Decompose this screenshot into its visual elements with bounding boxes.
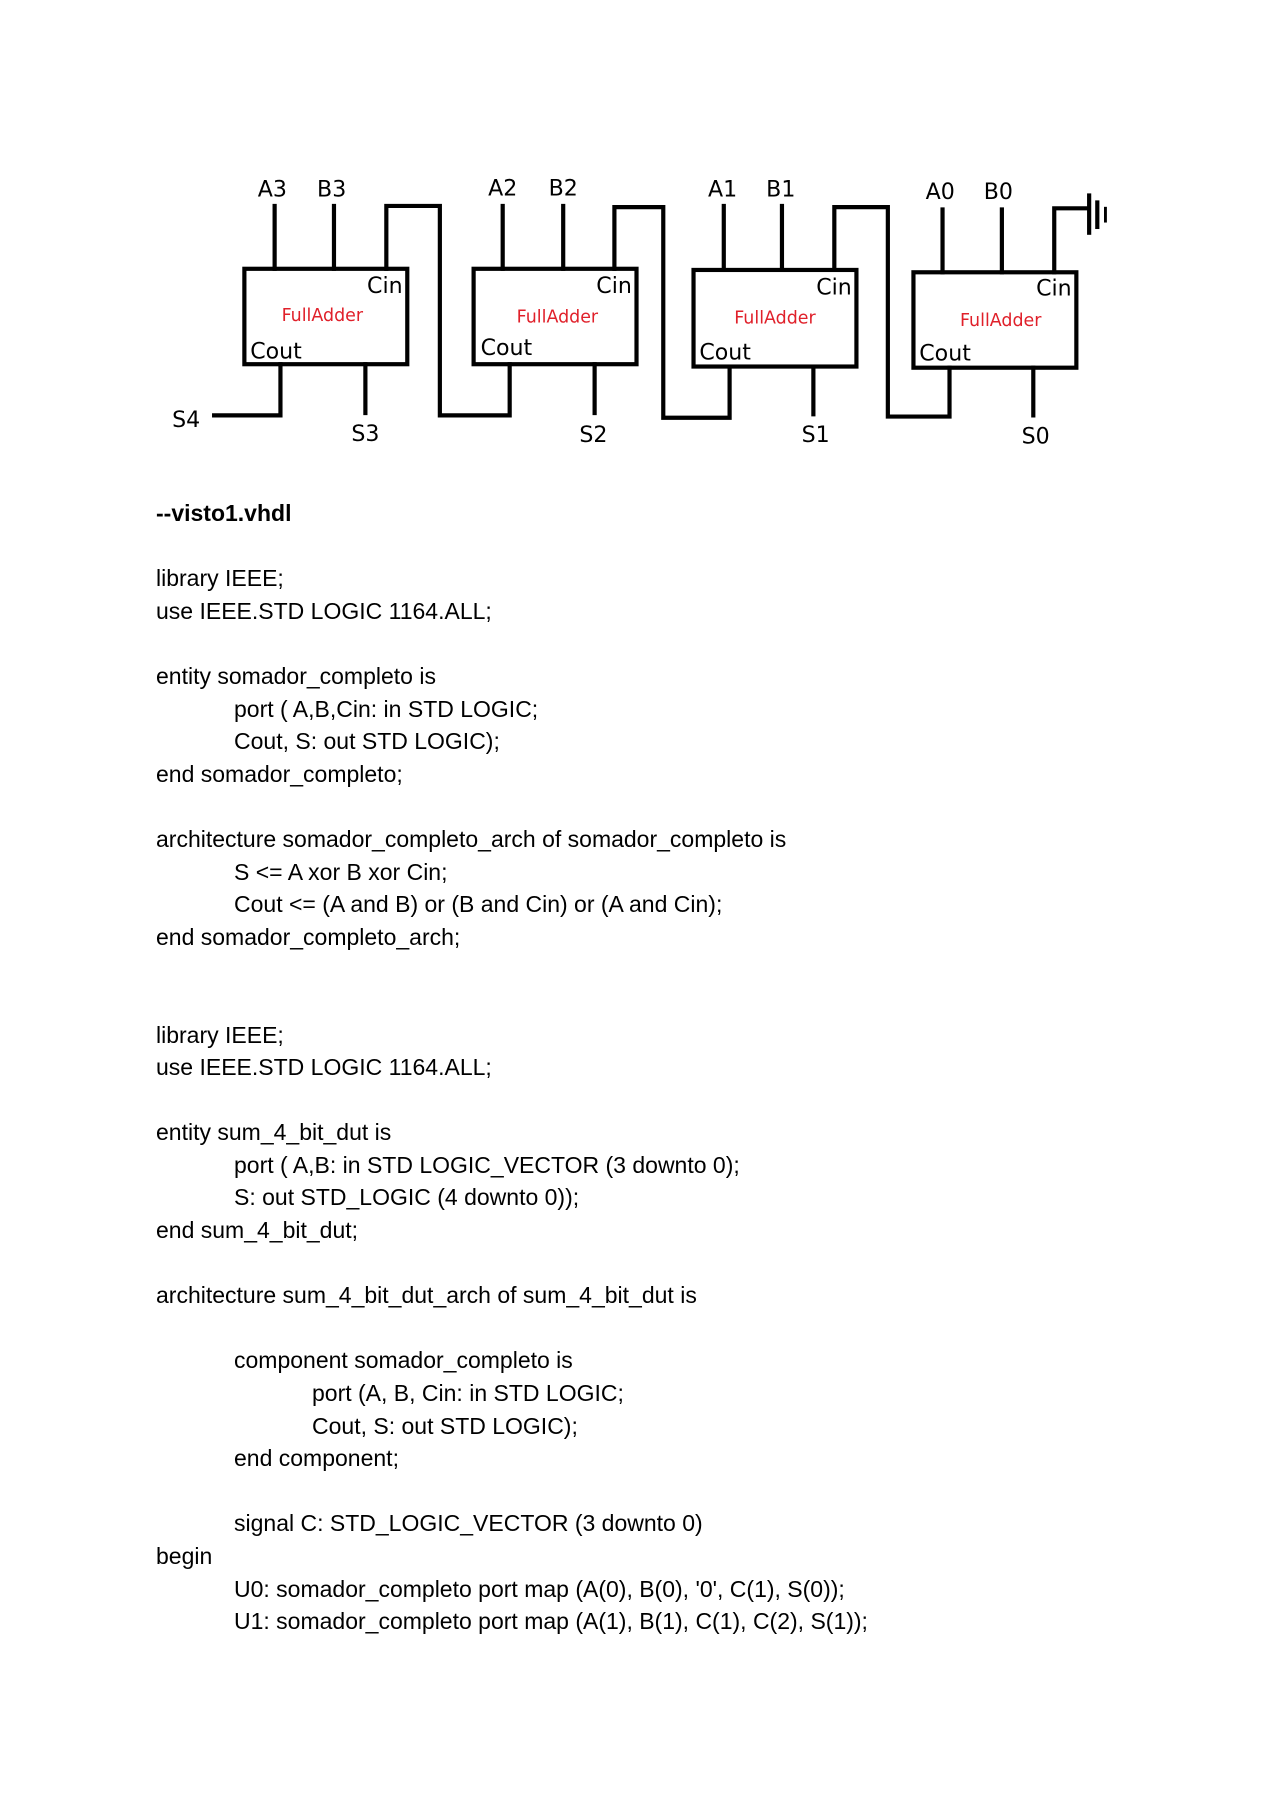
code-line: port (A, B, Cin: in STD LOGIC; <box>312 1380 624 1407</box>
code-line: U0: somador_completo port map (A(0), B(0), '0', C(1), S(0)); <box>234 1575 845 1602</box>
code-line: architecture sum_4_bit_dut_arch of sum_4_bit_dut is <box>156 1282 697 1309</box>
code-line: signal C: STD_LOGIC_VECTOR (3 downto 0) <box>234 1510 703 1537</box>
code-line: port ( A,B,Cin: in STD LOGIC; <box>234 695 539 722</box>
cin-label: Cin <box>367 273 403 300</box>
input-label-a0: A0 <box>925 178 955 205</box>
input-label-a1: A1 <box>708 176 738 203</box>
cout-label: Cout <box>480 334 533 361</box>
code-line: S: out STD_LOGIC (4 downto 0)); <box>234 1184 580 1211</box>
block-label: FullAdder <box>516 307 599 328</box>
full-adder-block-2 <box>474 269 637 364</box>
cout-label: Cout <box>699 339 751 366</box>
code-line: architecture somador_completo_arch of somador_completo is <box>156 825 787 852</box>
code-line: --visto1.vhdl <box>156 500 292 526</box>
block-label: FullAdder <box>734 308 816 329</box>
input-wires <box>275 206 1002 272</box>
full-adder-block-1 <box>694 270 857 367</box>
cin-label: Cin <box>816 274 852 301</box>
input-label-b2: B2 <box>548 175 578 202</box>
code-line: Cout <= (A and B) or (B and Cin) or (A and Cin); <box>234 891 723 918</box>
blank-line <box>156 1247 1256 1280</box>
code-line: entity somador_completo is <box>156 662 436 689</box>
code-line: port ( A,B: in STD LOGIC_VECTOR (3 downto 0); <box>234 1151 740 1178</box>
output-label-s3: S3 <box>351 421 380 448</box>
cin-label: Cin <box>1036 275 1072 302</box>
code-line: Cout, S: out STD LOGIC); <box>234 728 500 755</box>
blank-line <box>156 530 1256 563</box>
full-adder-block-0 <box>913 272 1076 367</box>
vhdl-code-listing <box>156 497 1256 1638</box>
code-line: end somador_completo; <box>156 760 403 787</box>
blank-line <box>156 790 1256 823</box>
code-line: use IEEE.STD LOGIC 1164.ALL; <box>156 1054 492 1081</box>
output-label-s1: S1 <box>801 422 830 449</box>
full-adder-block-3 <box>244 269 407 365</box>
code-line: end sum_4_bit_dut; <box>156 1217 359 1244</box>
input-label-b3: B3 <box>317 176 347 203</box>
block-label: FullAdder <box>959 310 1042 331</box>
output-label-s2: S2 <box>579 422 608 449</box>
output-label-s0: S0 <box>1021 423 1050 450</box>
blank-line <box>156 986 1256 1019</box>
code-line: end component; <box>234 1445 399 1472</box>
blank-line <box>156 627 1256 660</box>
code-line: library IEEE; <box>156 1021 284 1048</box>
input-label-b0: B0 <box>983 178 1013 205</box>
code-line: U1: somador_completo port map (A(1), B(1), C(1), C(2), S(1)); <box>234 1608 868 1635</box>
blank-line <box>156 953 1256 986</box>
input-label-a3: A3 <box>257 176 287 203</box>
ground-icon <box>1089 195 1105 232</box>
code-line: end somador_completo_arch; <box>156 923 461 950</box>
cout-label: Cout <box>250 338 302 365</box>
blank-line <box>156 1475 1256 1508</box>
blank-line <box>156 1312 1256 1345</box>
input-label-a2: A2 <box>488 175 518 202</box>
blank-line <box>156 1084 1256 1117</box>
code-line: use IEEE.STD LOGIC 1164.ALL; <box>156 597 492 624</box>
input-label-b1: B1 <box>766 176 796 203</box>
code-line: component somador_completo is <box>234 1347 573 1374</box>
code-line: library IEEE; <box>156 565 284 592</box>
code-line: begin <box>156 1543 213 1569</box>
code-line: S <= A xor B xor Cin; <box>234 858 448 885</box>
output-label-s4: S4 <box>172 407 201 434</box>
output-wires <box>365 364 1033 415</box>
block-label: FullAdder <box>281 306 364 327</box>
ripple-carry-adder-diagram <box>0 0 1280 500</box>
code-line: entity sum_4_bit_dut is <box>156 1119 392 1146</box>
cin-label: Cin <box>596 273 632 300</box>
cout-label: Cout <box>919 340 971 367</box>
code-line: Cout, S: out STD LOGIC); <box>312 1412 578 1439</box>
